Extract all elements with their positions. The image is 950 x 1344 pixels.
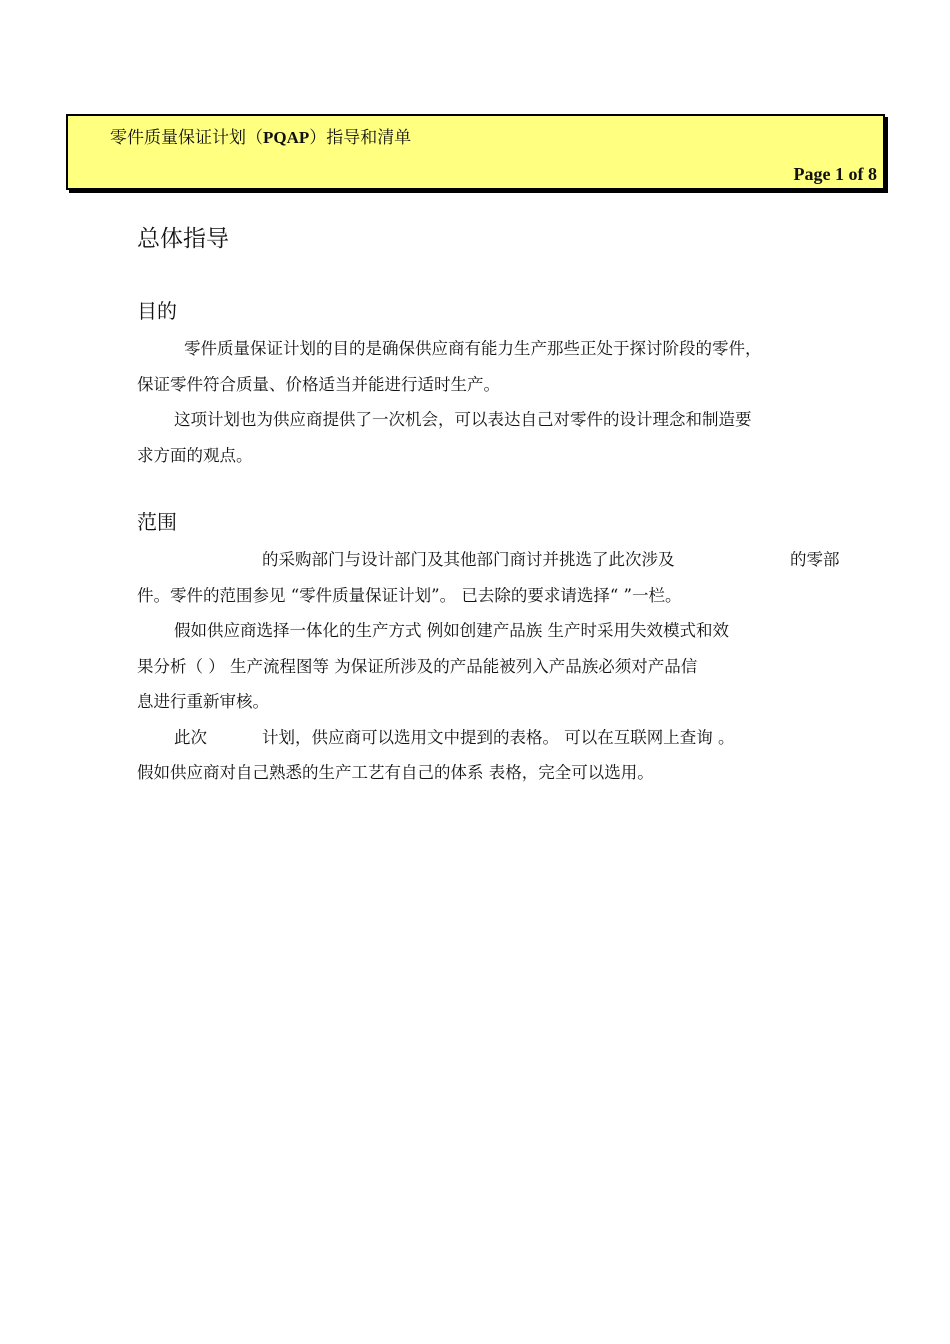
scope-line-2: 件。零件的范围参见 “零件质量保证计划”。 已去除的要求请选择“ ”一栏。 [137, 586, 682, 605]
scope-line-1a: 的采购部门与设计部门及其他部门商讨并挑选了此次涉及 [262, 550, 675, 569]
document-header [66, 114, 885, 190]
title-code: PQAP [263, 128, 310, 147]
scope-line-4: 果分析（ ） 生产流程图等 为保证所涉及的产品能被列入产品族必须对产品信 [137, 657, 698, 676]
section-heading-scope: 范围 [137, 510, 177, 534]
section-heading-purpose: 目的 [137, 299, 177, 323]
section-heading-general: 总体指导 [137, 226, 229, 252]
scope-line-1b: 的零部 [790, 550, 840, 569]
scope-line-6b: 计划，供应商可以选用文中提到的表格。 可以在互联网上查询 。 [262, 728, 735, 747]
purpose-line-4: 求方面的观点。 [137, 446, 253, 465]
scope-line-6a: 此次 [174, 728, 207, 747]
title-prefix: 零件质量保证计划（ [110, 128, 263, 148]
document-title [110, 127, 411, 149]
purpose-line-3: 这项计划也为供应商提供了一次机会，可以表达自己对零件的设计理念和制造要 [174, 410, 752, 429]
page-number: Page 1 of 8 [793, 164, 877, 184]
purpose-line-2: 保证零件符合质量、价格适当并能进行适时生产。 [137, 375, 500, 394]
scope-line-5: 息进行重新审核。 [137, 692, 269, 711]
purpose-line-1: 零件质量保证计划的目的是确保供应商有能力生产那些正处于探讨阶段的零件， [184, 339, 762, 358]
scope-line-7: 假如供应商对自己熟悉的生产工艺有自己的体系 表格，完全可以选用。 [137, 763, 654, 782]
scope-line-3: 假如供应商选择一体化的生产方式 例如创建产品族 生产时采用失效模式和效 [174, 621, 729, 640]
title-suffix: ）指导和清单 [309, 128, 412, 148]
